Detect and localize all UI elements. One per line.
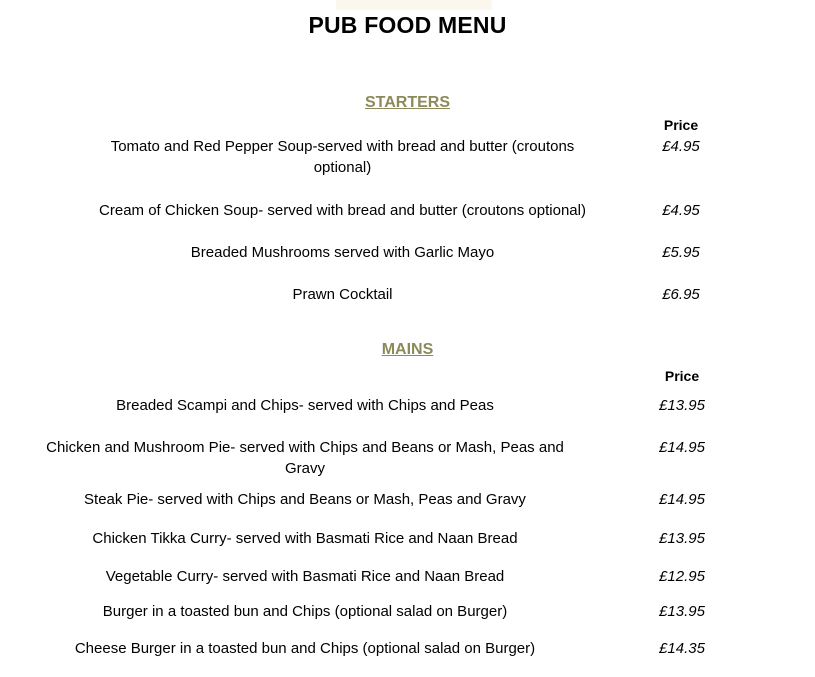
main-item-price: £13.95 [659,530,705,547]
main-item-price: £14.95 [659,439,705,456]
main-item-price: £13.95 [659,603,705,620]
main-item-price: £12.95 [659,568,705,585]
main-item-name: Steak Pie- served with Chips and Beans or Mash, Peas and Gravy [84,491,526,508]
starter-item-name: Tomato and Red Pepper Soup-served with bread and butter (croutons optional) [110,138,575,176]
starter-item-name: Cream of Chicken Soup- served with bread and butter (croutons optional) [99,202,586,219]
starter-item-price: £6.95 [662,286,700,303]
header-strip [336,0,492,10]
main-item-name: Breaded Scampi and Chips- served with Chips and Peas [116,397,494,414]
starter-item-name: Breaded Mushrooms served with Garlic Mayo [190,244,495,261]
main-item-name: Chicken Tikka Curry- served with Basmati Rice and Naan Bread [92,530,518,547]
starters-price-heading: Price [663,117,699,133]
main-item-name: Burger in a toasted bun and Chips (optional salad on Burger) [102,603,508,620]
starter-item-name: Prawn Cocktail [292,286,393,303]
main-item-price: £13.95 [659,397,705,414]
main-item-name: Cheese Burger in a toasted bun and Chips (optional salad on Burger) [74,640,536,657]
main-item-price: £14.35 [659,640,705,657]
main-item-price: £14.95 [659,491,705,508]
mains-price-heading: Price [664,368,700,384]
starter-item-price: £4.95 [662,138,700,155]
main-item-name: Vegetable Curry- served with Basmati Rice and Naan Bread [105,568,505,585]
main-item-name: Chicken and Mushroom Pie- served with Chips and Beans or Mash, Peas and Gravy [46,439,564,477]
starter-item-price: £5.95 [662,244,700,261]
starters-heading: STARTERS [364,94,451,111]
starter-item-price: £4.95 [662,202,700,219]
menu-title: PUB FOOD MENU [308,12,507,38]
mains-heading: MAINS [381,341,434,358]
